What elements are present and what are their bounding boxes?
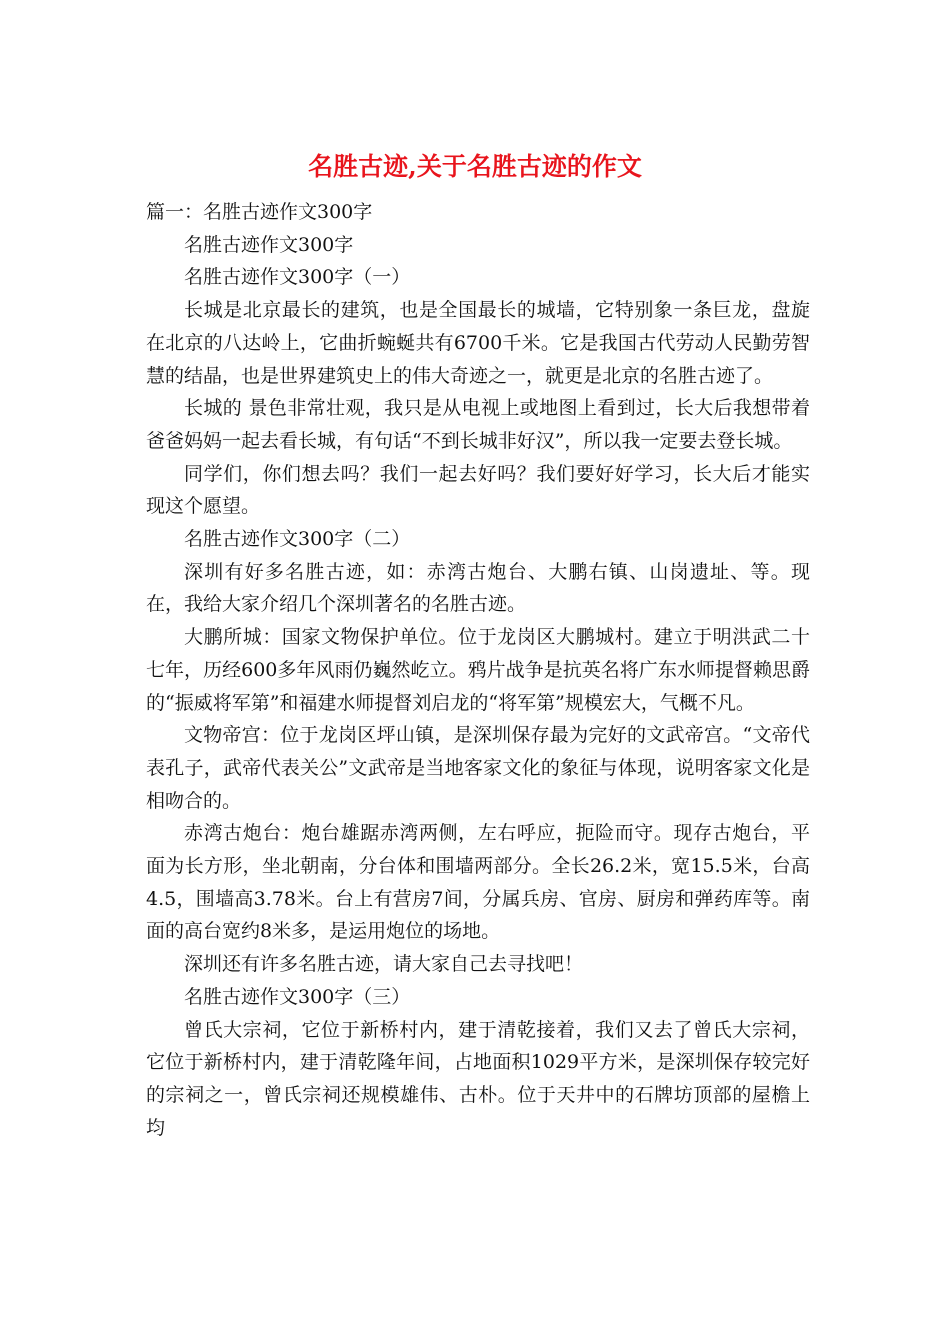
paragraph: 长城是北京最长的建筑，也是全国最长的城墙，它特别象一条巨龙，盘旋在北京的八达岭上，它曲折蜿蜒共有6700千米。它是我国古代劳动人民勤劳智慧的结晶，也是世界建筑史上的伟大奇迹之一，就更是北京的名胜古迹了。 (146, 299, 810, 387)
essay-subtitle-3: 名胜古迹作文300字（三） (184, 985, 411, 1008)
paragraph: 赤湾古炮台：炮台雄踞赤湾两侧，左右呼应，扼险而守。现存古炮台，平面为长方形，坐北朝南，分台体和围墙两部分。全长26.2米，宽15.5米，台高4.5，围墙高3.78米。台上有营房7间，分属兵房、官房、厨房和弹药库等。南面的高台宽约8米多，是运用炮位的场地。 (146, 822, 810, 943)
paragraph: 大鹏所城：国家文物保护单位。位于龙岗区大鹏城村。建立于明洪武二十七年，历经600多年风雨仍巍然屹立。鸦片战争是抗英名将广东水师提督赖思爵的“振威将军第”和福建水师提督刘启龙的“将军第”规模宏大，气概不凡。 (146, 626, 810, 714)
essay-subtitle-2: 名胜古迹作文300字（二） (184, 528, 411, 551)
essay-title: 名胜古迹作文300字 (184, 233, 354, 256)
paragraph: 深圳还有许多名胜古迹，请大家自己去寻找吧！ (184, 953, 584, 976)
essay-subtitle-1: 名胜古迹作文300字（一） (184, 266, 411, 289)
paragraph: 长城的 景色非常壮观，我只是从电视上或地图上看到过，长大后我想带着爸爸妈妈一起去看长城，有句话“不到长城非好汉”，所以我一定要去登长城。 (146, 397, 810, 452)
document-body (146, 196, 810, 1144)
section-heading: 篇一：名胜古迹作文300字 (146, 201, 373, 223)
document-title: 名胜古迹,关于名胜古迹的作文 (308, 152, 642, 181)
paragraph: 同学们，你们想去吗？我们一起去好吗？我们要好好学习，长大后才能实现这个愿望。 (146, 462, 810, 518)
paragraph: 深圳有好多名胜古迹，如：赤湾古炮台、大鹏右镇、山岗遗址、等。现在，我给大家介绍几个深圳著名的名胜古迹。 (146, 560, 810, 616)
paragraph: 文物帝宫：位于龙岗区坪山镇，是深圳保存最为完好的文武帝宫。“文帝代表孔子，武帝代表关公”文武帝是当地客家文化的象征与体现，说明客家文化是相吻合的。 (146, 724, 810, 812)
paragraph: 曾氏大宗祠，它位于新桥村内，建于清乾接着，我们又去了曾氏大宗祠，它位于新桥村内，建于清乾隆年间，占地面积1029平方米，是深圳保存较完好的宗祠之一，曾氏宗祠还规模雄伟、古朴。位于天井中的石牌坊顶部的屋檐上均 (146, 1018, 810, 1139)
